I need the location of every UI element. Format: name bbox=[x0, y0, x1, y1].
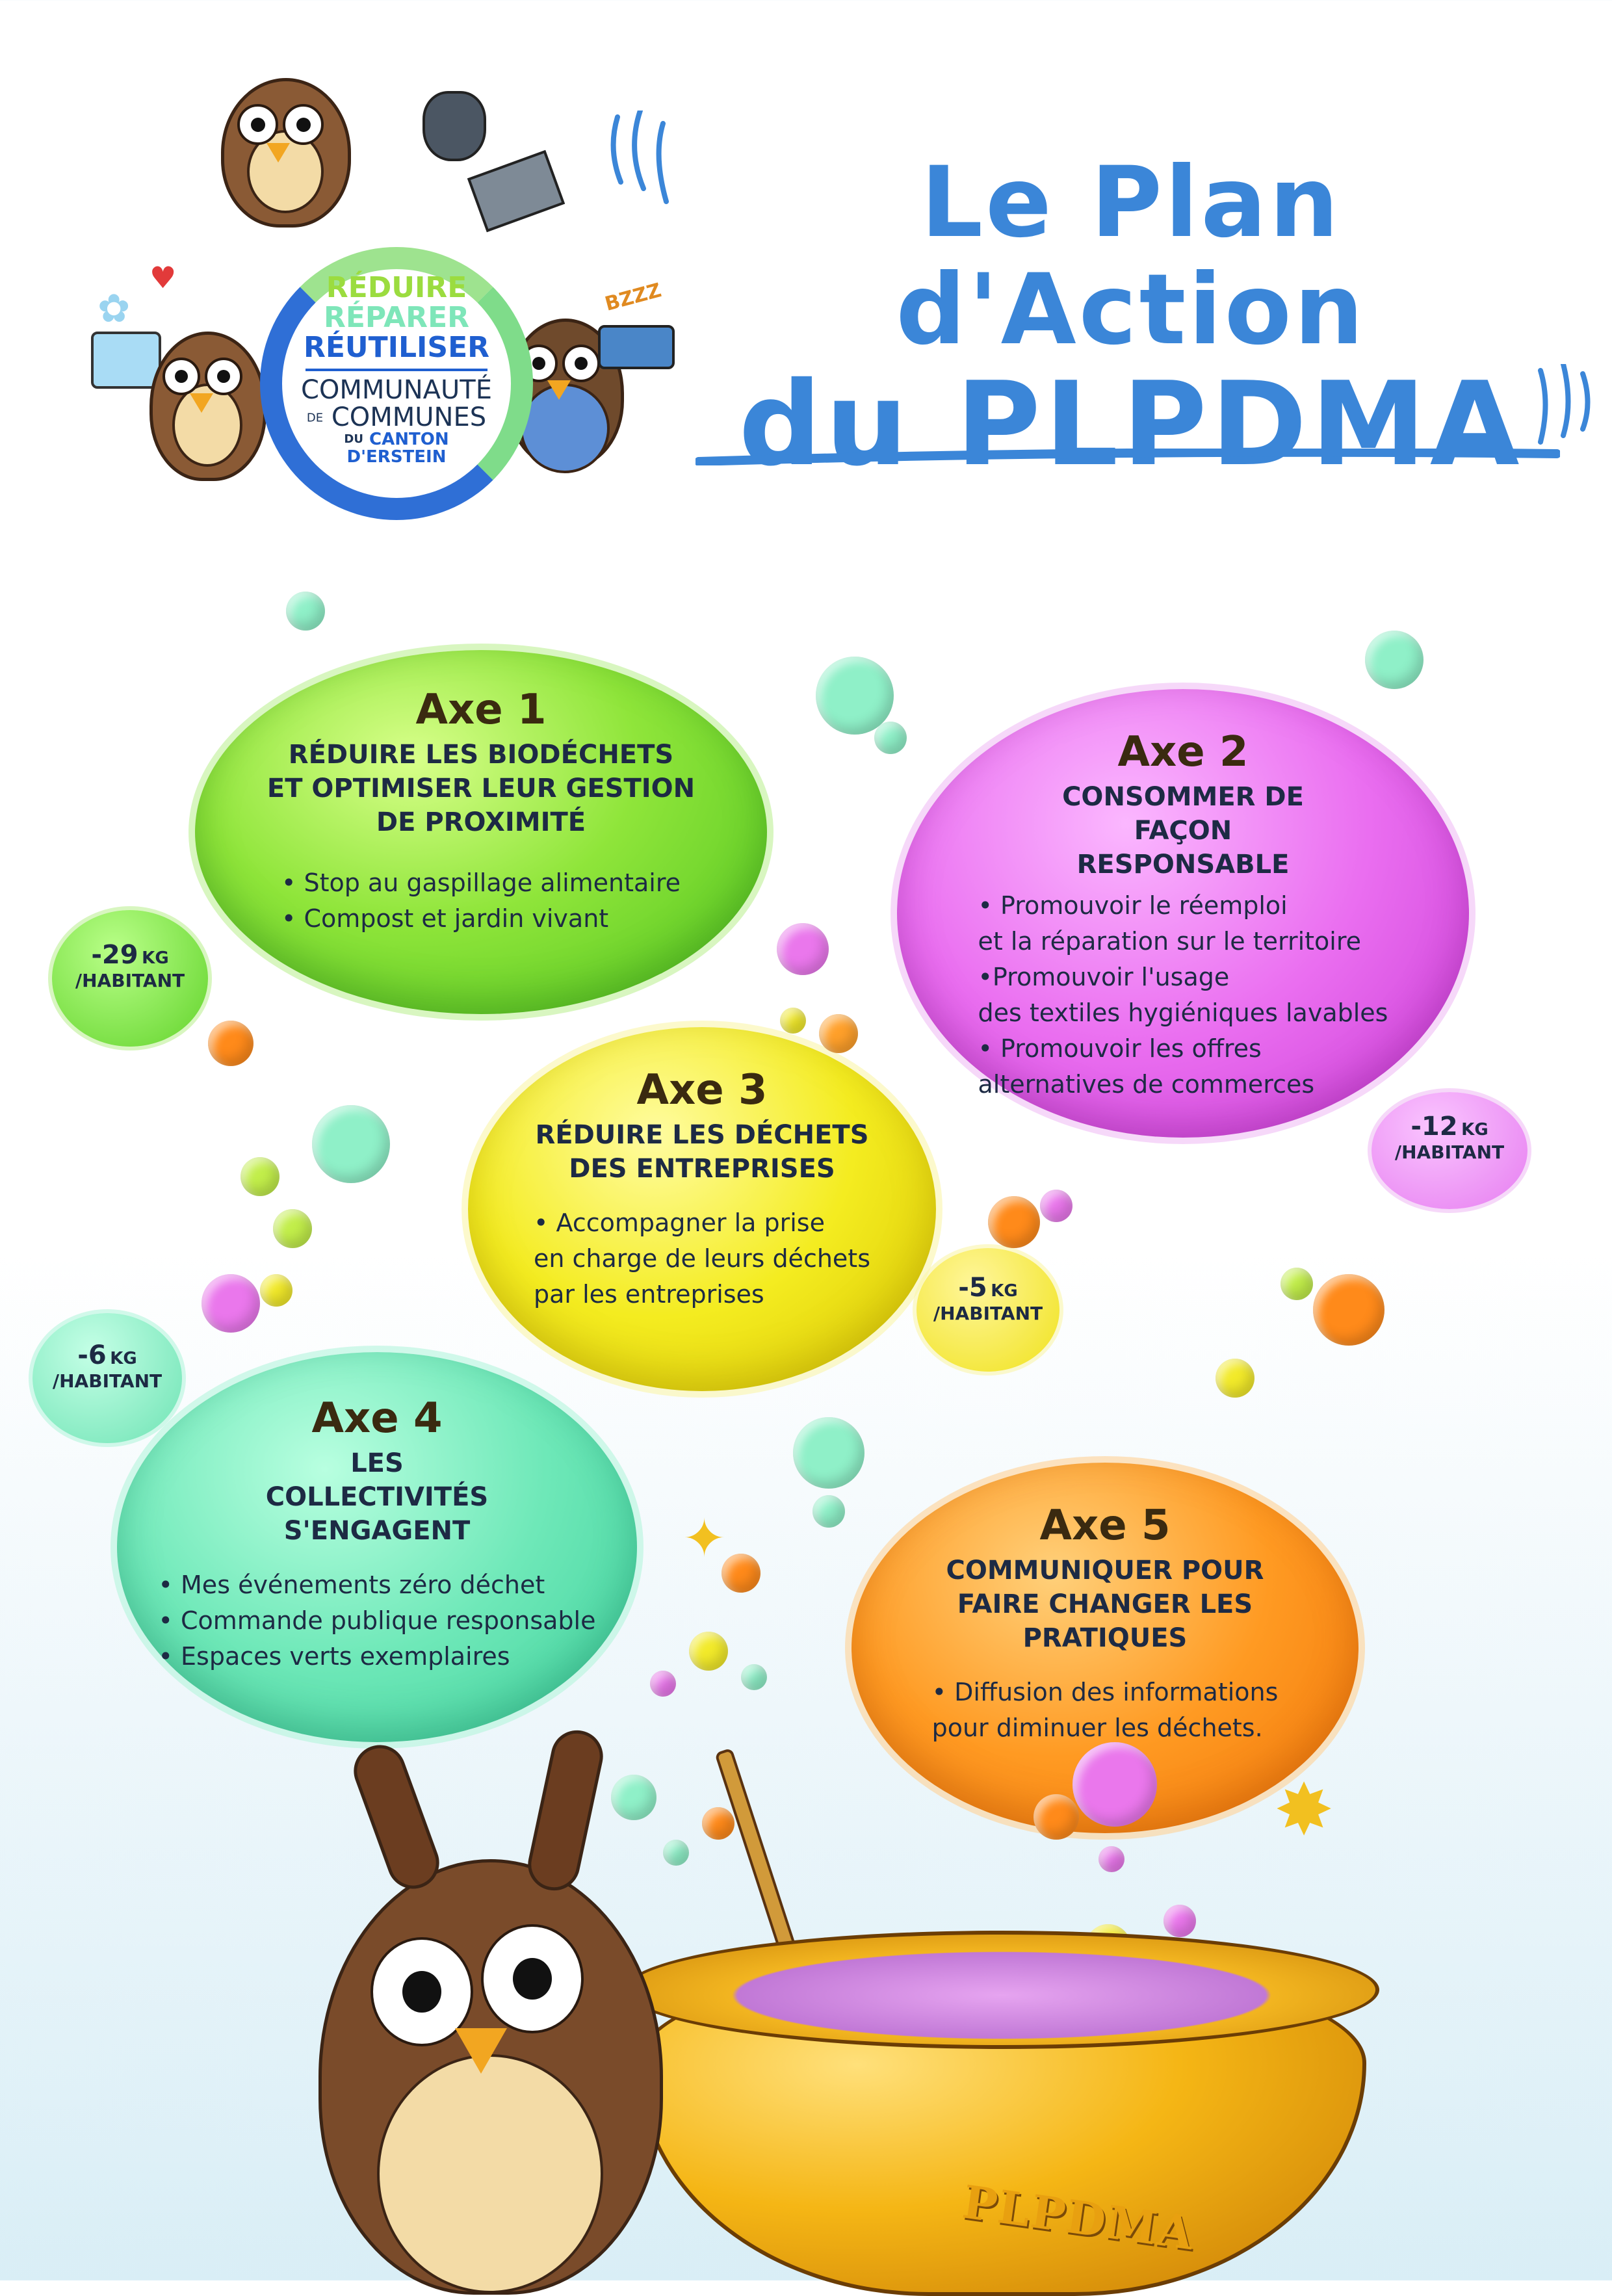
target-per: /HABITANT bbox=[52, 1370, 162, 1392]
trash-bag-icon bbox=[422, 91, 486, 161]
target-badge-axe-2 bbox=[1372, 1092, 1528, 1209]
target-unit: KG bbox=[142, 948, 169, 968]
logo-canton-text: CANTON D'ERSTEIN bbox=[346, 429, 449, 467]
axe-1-list bbox=[281, 865, 681, 937]
logo-line-canton bbox=[292, 431, 500, 467]
logo-prefix-de: DE bbox=[306, 411, 324, 425]
deco-bubble bbox=[1216, 1359, 1254, 1398]
logo-line-reutiliser: RÉUTILISER bbox=[303, 331, 490, 365]
deco-bubble bbox=[777, 923, 829, 975]
axe-3-bubble bbox=[468, 1027, 936, 1391]
logo bbox=[58, 52, 682, 520]
deco-bubble bbox=[988, 1196, 1040, 1248]
drill-sound-text: BZZZ bbox=[602, 279, 664, 316]
list-item: • Accompagner la prise bbox=[534, 1208, 825, 1237]
target-per: /HABITANT bbox=[75, 970, 185, 991]
list-item: • Commande publique responsable bbox=[158, 1606, 596, 1636]
deco-bubble bbox=[812, 1495, 845, 1528]
axe-2-list bbox=[978, 888, 1388, 1103]
logo-line-communaute: COMMUNAUTÉ bbox=[301, 374, 492, 405]
cauldron-label: PLPDMA bbox=[959, 2174, 1199, 2261]
target-badge-axe-1 bbox=[52, 910, 208, 1047]
axe-1-title: RÉDUIRE LES BIODÉCHETS ET OPTIMISER LEUR GESTION DE PROXIMITÉ bbox=[266, 740, 696, 837]
target-per: /HABITANT bbox=[933, 1303, 1043, 1324]
target-value: -5 bbox=[958, 1273, 987, 1303]
axe-4-label: Axe 4 bbox=[311, 1394, 443, 1442]
target-unit: KG bbox=[991, 1281, 1018, 1301]
deco-bubble bbox=[741, 1664, 767, 1690]
axe-1-label: Axe 1 bbox=[415, 686, 547, 734]
title-line-1: Le Plan d'Action bbox=[896, 146, 1366, 367]
cauldron bbox=[637, 1885, 1358, 2282]
list-item: pour diminuer les déchets. bbox=[931, 1714, 1263, 1743]
deco-bubble bbox=[1365, 631, 1424, 689]
list-item: alternatives de commerces bbox=[978, 1070, 1315, 1099]
deco-bubble bbox=[1040, 1190, 1072, 1222]
deco-bubble bbox=[202, 1274, 260, 1333]
axe-5-title: COMMUNIQUER POUR FAIRE CHANGER LES PRATIQUES bbox=[946, 1556, 1264, 1653]
deco-bubble bbox=[312, 1105, 390, 1183]
deco-bubble bbox=[780, 1008, 806, 1034]
logo-prefix-du: DU bbox=[344, 432, 363, 446]
title-line-2: du PLPDMA bbox=[738, 357, 1524, 491]
axe-2-bubble bbox=[897, 689, 1469, 1138]
target-badge-axe-4 bbox=[32, 1313, 182, 1443]
list-item: par les entreprises bbox=[534, 1280, 764, 1309]
logo-divider bbox=[306, 369, 488, 371]
axe-3-list bbox=[534, 1205, 870, 1312]
deco-bubble bbox=[702, 1807, 734, 1840]
owl-top-illustration bbox=[208, 52, 364, 247]
target-per: /HABITANT bbox=[1394, 1141, 1505, 1163]
deco-bubble bbox=[1072, 1742, 1157, 1827]
target-value: -6 bbox=[77, 1340, 107, 1370]
list-item: • Compost et jardin vivant bbox=[281, 904, 609, 933]
target-value: -29 bbox=[91, 940, 138, 970]
list-item: des textiles hygiéniques lavables bbox=[978, 998, 1388, 1028]
list-item: • Stop au gaspillage alimentaire bbox=[281, 868, 681, 897]
title-quote-marks-left bbox=[604, 111, 676, 215]
target-badge-axe-3 bbox=[916, 1248, 1060, 1372]
cauldron-rim bbox=[624, 1931, 1379, 2049]
deco-bubble bbox=[273, 1209, 312, 1248]
owl-mascot-illustration bbox=[292, 1703, 696, 2288]
list-item: •Promouvoir l'usage bbox=[978, 963, 1230, 992]
deco-bubble bbox=[650, 1671, 676, 1697]
axe-3-title: RÉDUIRE LES DÉCHETS DES ENTREPRISES bbox=[535, 1120, 869, 1184]
title-underline bbox=[696, 449, 1560, 465]
axe-5-label: Axe 5 bbox=[1039, 1502, 1171, 1550]
deco-bubble bbox=[208, 1021, 254, 1066]
list-item: • Espaces verts exemplaires bbox=[158, 1642, 510, 1671]
axe-1-bubble bbox=[195, 650, 767, 1014]
list-item: et la réparation sur le territoire bbox=[978, 927, 1362, 956]
target-value: -12 bbox=[1410, 1112, 1458, 1141]
axe-4-list bbox=[159, 1567, 596, 1675]
flower-pot-icon: ✿ bbox=[84, 286, 162, 384]
page-title bbox=[676, 146, 1586, 491]
deco-bubble bbox=[286, 592, 325, 631]
deco-bubble bbox=[722, 1554, 760, 1593]
deco-bubble bbox=[1098, 1846, 1124, 1872]
logo-line-reduire: RÉDUIRE bbox=[326, 271, 467, 304]
list-item: en charge de leurs déchets bbox=[534, 1244, 870, 1273]
deco-bubble bbox=[240, 1157, 280, 1196]
logo-text bbox=[292, 273, 500, 466]
drill-icon bbox=[598, 325, 675, 369]
logo-line-communes bbox=[292, 404, 500, 431]
list-item: • Mes événements zéro déchet bbox=[158, 1571, 545, 1599]
sparkle-icon: ✦ bbox=[682, 1508, 727, 1569]
deco-bubble bbox=[793, 1417, 864, 1489]
target-unit: KG bbox=[110, 1349, 137, 1368]
sparkle-icon: ✸ bbox=[1274, 1768, 1334, 1851]
deco-bubble bbox=[260, 1274, 292, 1307]
axe-4-title: LES COLLECTIVITÉS S'ENGAGENT bbox=[265, 1448, 489, 1546]
deco-bubble bbox=[819, 1014, 858, 1053]
deco-bubble bbox=[1313, 1274, 1384, 1346]
list-item: • Promouvoir le réemploi bbox=[978, 891, 1288, 920]
axe-2-title: CONSOMMER DE FAÇON RESPONSABLE bbox=[1062, 782, 1304, 880]
list-item: • Promouvoir les offres bbox=[978, 1034, 1262, 1063]
axe-5-list bbox=[932, 1675, 1279, 1746]
logo-line-reparer: RÉPARER bbox=[323, 301, 470, 335]
laptop-icon bbox=[467, 150, 565, 232]
title-quote-marks-right bbox=[1528, 364, 1592, 449]
target-unit: KG bbox=[1461, 1120, 1488, 1140]
axe-3-label: Axe 3 bbox=[636, 1066, 768, 1114]
deco-bubble bbox=[816, 657, 894, 735]
deco-bubble bbox=[1280, 1268, 1313, 1300]
deco-bubble bbox=[1034, 1794, 1079, 1840]
heart-icon: ♥ bbox=[150, 260, 177, 295]
logo-communes-text: COMMUNES bbox=[331, 402, 487, 432]
list-item: • Diffusion des informations bbox=[931, 1678, 1279, 1706]
axe-2-label: Axe 2 bbox=[1117, 728, 1249, 776]
axe-4-bubble bbox=[117, 1352, 637, 1742]
deco-bubble bbox=[689, 1632, 728, 1671]
deco-bubble bbox=[874, 722, 907, 754]
owl-left-illustration bbox=[136, 312, 266, 520]
